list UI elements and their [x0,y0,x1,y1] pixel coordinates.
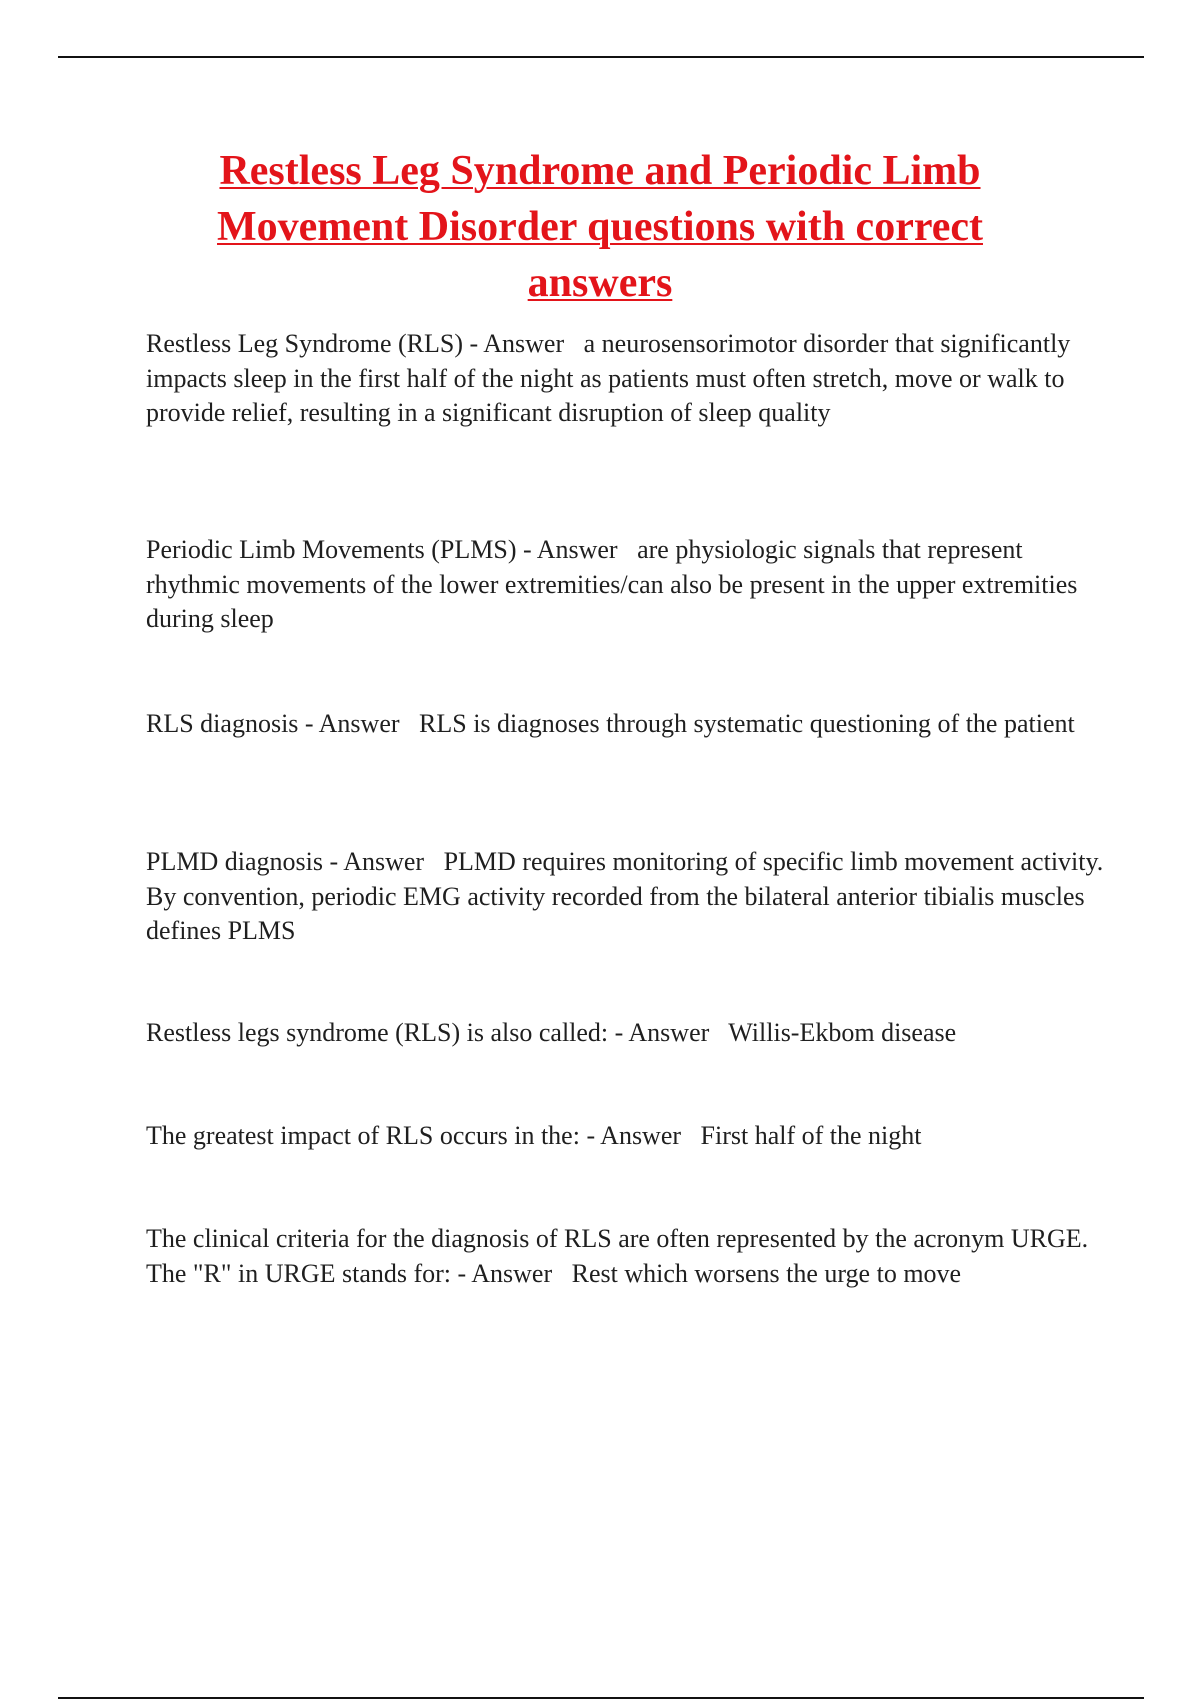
header-rule [58,56,1144,58]
question-text: Periodic Limb Movements (PLMS) [146,535,517,564]
question-text: PLMD diagnosis [146,847,323,876]
question-text: RLS diagnosis [146,709,299,738]
answer-marker: - Answer [469,329,565,358]
answer-text: Rest which worsens the urge to move [571,1258,962,1288]
qa-item-5 [146,1016,1106,1051]
question-text: Restless Leg Syndrome (RLS) [146,329,464,358]
question-text: Restless legs syndrome (RLS) is also called: [146,1018,609,1047]
qa-item-6 [146,1119,1106,1154]
answer-text: Willis-Ekbom disease [728,1018,957,1047]
answer-marker: - Answer [586,1121,682,1150]
answer-marker: - Answer [522,535,618,564]
qa-item-4 [146,845,1106,949]
answer-text: a neurosensorimotor disorder that significantly impacts sleep in the first half of the night as patients must often stretch, move or walk to provide relief, resulting in a significant disruption of sleep quality [146,329,1071,427]
footer-rule [58,1697,1144,1699]
qa-item-3 [146,707,1106,742]
question-text: The clinical criteria for the diagnosis of RLS are often represented by the acronym URGE. The "R" in URGE stands for: [146,1224,1089,1288]
answer-text: are physiologic signals that represent rhythmic movements of the lower extremities/can also be present in the upper extremities during sleep [146,535,1078,633]
answer-text: First half of the night [700,1121,922,1150]
document-title: Restless Leg Syndrome and Periodic Limb Movement Disorder questions with correct answers [217,148,983,306]
answer-marker: - Answer [329,847,425,876]
answer-marker: - Answer [614,1018,710,1047]
qa-item-1 [146,327,1106,431]
answer-text: RLS is diagnoses through systematic questioning of the patient [419,709,1075,738]
answer-marker: - Answer [304,709,400,738]
qa-item-2 [146,533,1106,637]
answer-text: PLMD requires monitoring of specific limb movement activity. By convention, periodic EMG activity recorded from the bilateral anterior tibialis muscles defines PLMS [146,847,1104,945]
answer-marker: - Answer [457,1258,553,1288]
qa-item-7 [146,1222,1106,1291]
question-text: The greatest impact of RLS occurs in the: [146,1121,580,1150]
